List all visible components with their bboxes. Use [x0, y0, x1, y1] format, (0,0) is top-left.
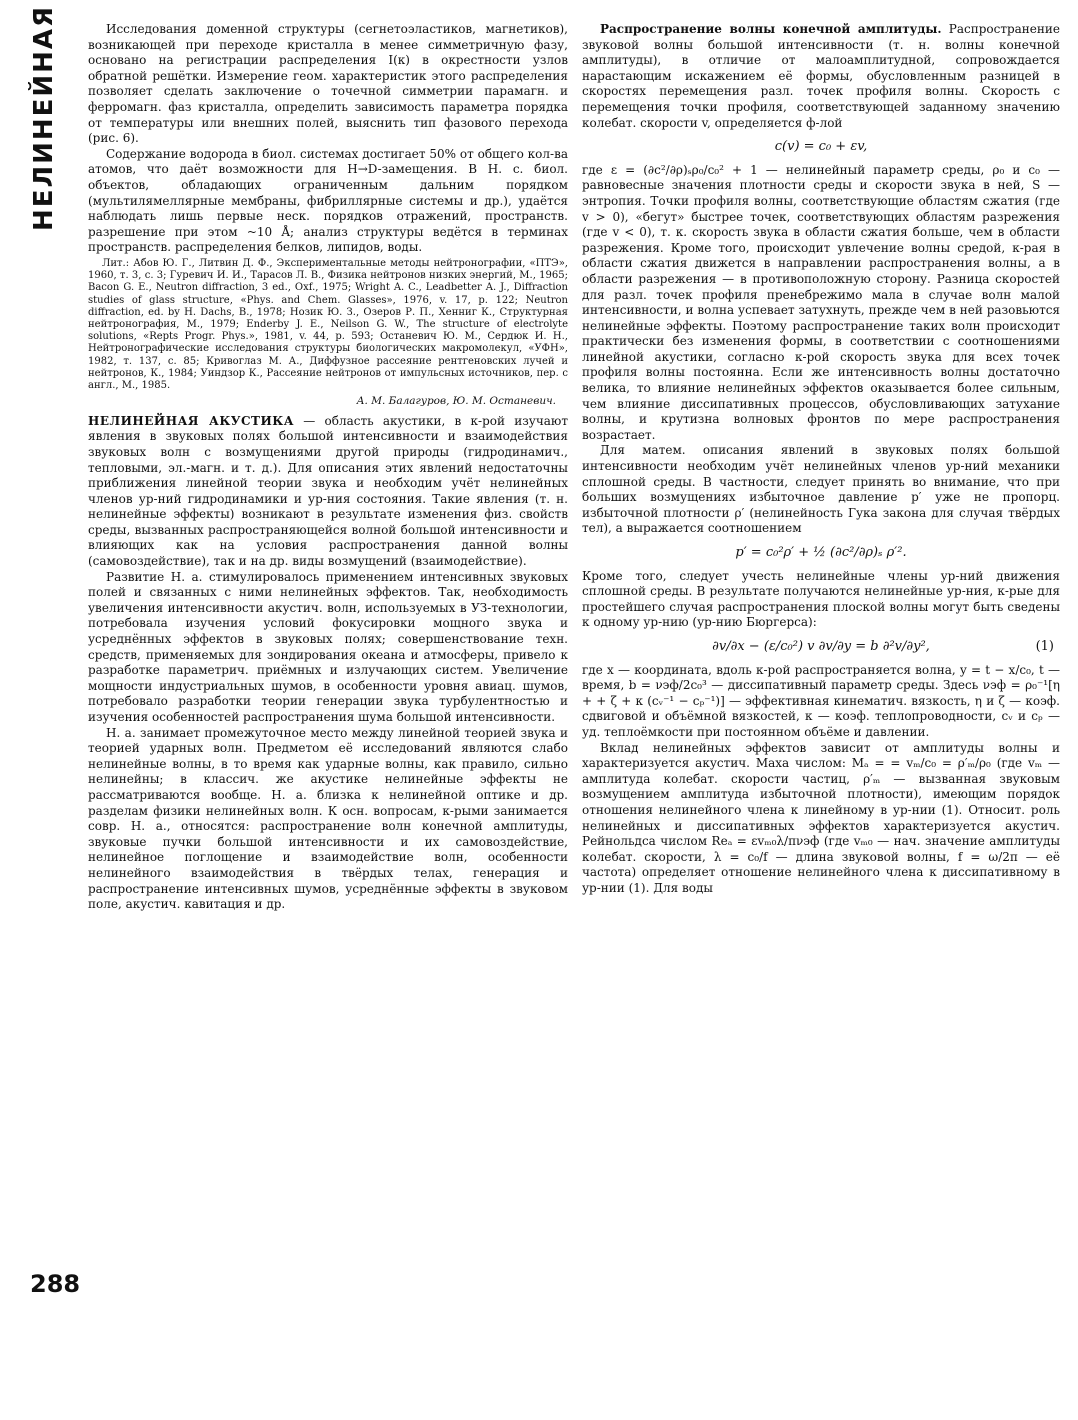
running-head: [24, 4, 64, 232]
article-lead: [88, 414, 568, 570]
paragraph: где ε = (∂c²/∂ρ)ₛρ₀/c₀² + 1 — нелинейный параметр среды, ρ₀ и c₀ — равновесные значения плотности среды и скорости звука в ней, S — энтропия. Точки профиля волны, соответствующие областям сжатия (где v > 0), «бегут» быстрее точек, соответствующих областям разрежения (где v < 0), т. к. скорость звука в области сжатия больше, чем в области разрежения. Кроме того, происходит увлечение волны средой, к-рая в области сжатия движется в направлении распространения волны, а в области разрежения — в противоположную сторону. Разница скоростей для разл. точек профиля пренебрежимо мала в случае волн малой интенсивности, и волна успевает затухнуть, прежде чем в ней разовьются нелинейные эффекты. Поэтому распространение таких волн происходит практически без изменения формы, в соответствии с соотношениями линейной акустики, согласно к-рой скорость звука для всех точек профиля волны постоянна. Если же интенсивность волны достаточно велика, то влияние нелинейных эффектов оказывается более сильным, чем влияние диссипативных процессов, обусловливающих затухание волны, и крутизна волновых фронтов по мере распространения возрастает.: [582, 162, 1060, 442]
page-number: 288: [30, 1270, 81, 1298]
paragraph: Вклад нелинейных эффектов зависит от амплитуды волны и характеризуется акустич. Маха числом: Mₐ = = vₘ/c₀ = ρ′ₘ/ρ₀ (где vₘ — амплитуда колебат. скорости частиц, ρ′ₘ — вызванная звуковым возмущением амплитуда избыточной плотности), имеющим порядок отношения нелинейного члена к линейному в ур-нии (1). Относит. роль нелинейных и диссипативных эффектов характеризуется акустич. Рейнольдса числом Reₐ = εvₘ₀λ/πνэф (где vₘ₀ — нач. значение амплитуды колебат. скорости, λ = c₀/f — длина звуковой волны, f = ω/2π — её частота) определяет отношение нелинейного члена к диссипативному в ур-нии (1). Для воды: [582, 740, 1060, 895]
paragraph: Н. а. занимает промежуточное место между линейной теорией звука и теорией ударных волн. Предметом её исследований являются слабо нелинейные волны, в то время как ударные волны, как правило, сильно нелинейны; в классич. же акустике нелинейные эффекты не рассматриваются вообще. Н. а. близка к нелинейной оптике и др. разделам физики нелинейных волн. К осн. вопросам, к-рыми занимается совр. Н. а., относятся: распространение волн конечной амплитуды, звуковые пучки большой интенсивности и их самовоздействие, нелинейное поглощение и взаимодействие волн, особенности нелинейного взаимодействия в твёрдых телах, генерация и распространение интенсивных шумов, усреднённые эффекты в звуковом поле, акустич. кавитация и др.: [88, 725, 568, 912]
left-column: [88, 22, 568, 1402]
references: Лит.: Абов Ю. Г., Литвин Д. Ф., Экспериментальные методы нейтронографии, «ПТЭ», 1960, т. 3, с. 3; Гуревич И. И., Тарасов Л. В., Физика нейтронов низких энергий, М., 1965; Bacon G. E., Neutron diffraction, 3 ed., Oxf., 1975; Wright A. C., Leadbetter A. J., Diffraction studies of glass structure, «Phys. and Chem. Glasses», 1976, v. 17, p. 122; Neutron diffraction, ed. by H. Dachs, B., 1978; Нозик Ю. З., Озеров Р. П., Хенниг К., Структурная нейтронография, М., 1979; Enderby J. E., Neilson G. W., The structure of electrolyte solutions, «Repts Progr. Phys.», 1981, v. 44, p. 593; Останевич Ю. М., Сердюк И. Н., Нейтронографические исследования структуры биологических макромолекул, «УФН», 1982, т. 137, с. 85; Кривоглаз М. А., Диффузное рассеяние рентгеновских лучей и нейтронов, К., 1984; Уиндзор К., Рассеяние нейтронов от импульсных источников, пер. с англ., М., 1985.: [88, 257, 568, 391]
article-lead-text: — область акустики, в к-рой изучают явления в звуковых полях большой интенсивности и взаимодействия звуковых волн с возмущениями другой природы (гидродинамич., тепловыми, эл.-магн. и т. д.). Для описания этих явлений недостаточны приближения линейной теории звука и необходим учёт нелинейных членов ур-ний гидродинамики и ур-ния состояния. Такие явления (т. н. нелинейные эффекты) возникают в результате изменения физ. свойств среды, вызванных распространяющейся волной большой интенсивности и влияющих как на условия распространения данной волны (самовоздействие), так и на др. виды возмущений (взаимодействие).: [88, 413, 568, 569]
paragraph: Развитие Н. а. стимулировалось применением интенсивных звуковых полей и связанных с ними нелинейных эффектов. Так, необходимость увеличения интенсивности акустич. волн, используемых в УЗ-технологии, потребовала изучения условий фокусировки мощного звука и усреднённых эффектов в звуковых полях; совершенствование техн. средств, применяемых для зондирования океана и атмосферы, привело к разработке параметрич. приёмных и излучающих систем. Увеличение мощности индустриальных шумов, в особенности уровня авиац. шумов, потребовало разработки теории генерации звука турбулентностью и изучения особенностей распространения шума большой интенсивности.: [88, 569, 568, 725]
formula-burgers-body: ∂v/∂x − (ε/c₀²) v ∂v/∂y = b ∂²v/∂y²,: [712, 638, 930, 654]
right-column: [582, 22, 1060, 1402]
formula-burgers: [582, 639, 1060, 655]
article-title: НЕЛИНЕЙНАЯ АКУСТИКА: [88, 413, 294, 428]
equation-number: (1): [1035, 638, 1054, 654]
formula-wave-speed: c(v) = c₀ + εv,: [774, 139, 868, 155]
paragraph: Кроме того, следует учесть нелинейные члены ур-ний движения сплошной среды. В результате получаются нелинейные ур-ния, к-рые для простейшего случая распространения плоской волны могут быть сведены к одному ур-нию (ур-нию Бюргерса):: [582, 568, 1060, 630]
paragraph: где x — координата, вдоль к-рой распространяется волна, y = t − x/c₀, t — время, b = νэф/2c₀³ — диссипативный параметр среды. Здесь νэф = ρ₀⁻¹[η + + ζ + κ (cᵥ⁻¹ − cₚ⁻¹)] — эффективная кинематич. вязкость, η и ζ — коэф. сдвиговой и объёмной вязкостей, κ — коэф. теплопроводности, cᵥ и cₚ — уд. теплоёмкости при постоянном объёме и давлении.: [582, 662, 1060, 739]
formula-pressure: p′ = c₀²ρ′ + ½ (∂c²/∂ρ)ₛ ρ′².: [735, 545, 907, 560]
author-signature: А. М. Балагуров, Ю. М. Останевич.: [356, 395, 556, 408]
running-head-text: НЕЛИНЕЙНАЯ: [29, 4, 59, 232]
section-lead: [582, 22, 1060, 131]
paragraph: Для матем. описания явлений в звуковых полях большой интенсивности необходим учёт нелинейных членов ур-ний механики сплошной среды. В частности, следует принять во внимание, что при больших возмущениях избыточное давление p′ уже не пропорц. избыточной плотности ρ′ (нелинейность Гука закона для случая твёрдых тел), а выражается соотношением: [582, 443, 1060, 536]
section-title: Распространение волны конечной амплитуды.: [600, 22, 942, 36]
section-lead-text: Распространение звуковой волны большой интенсивности (т. н. волны конечной амплитуды), в отличие от малоамплитудной, сопровождается нарастающим искажением её формы, обусловленным разницей в скоростях перемещения разл. точек профиля волны. Скорость c перемещения точки профиля, соответствующей заданному значению колебат. скорости v, определяется ф-лой: [582, 22, 1060, 130]
paragraph: Исследования доменной структуры (сегнетоэластиков, магнетиков), возникающей при переходе кристалла в менее симметричную фазу, основано на регистрации распределения I(κ) в окрестности узлов обратной решётки. Измерение геом. характеристик этого распределения позволяет сделать заключение о точечной симметрии парамагн. и ферромагн. фаз кристалла, определить зависимость параметра порядка от температуры или внешних полей, выяснить тип фазового перехода (рис. 6).: [88, 22, 568, 146]
paragraph: Содержание водорода в биол. системах достигает 50% от общего кол-ва атомов, что даёт возможности для H→D-замещения. В Н. с. биол. объектов, обладающих ограниченным дальним порядком (мультилямеллярные мембраны, фибриллярные системы и др.), удаётся наблюдать лишь первые неск. порядков отражений, пространств. разрешение при этом ~10 Å; анализ структуры ведётся в терминах пространств. распределения белков, липидов, воды.: [88, 146, 568, 255]
